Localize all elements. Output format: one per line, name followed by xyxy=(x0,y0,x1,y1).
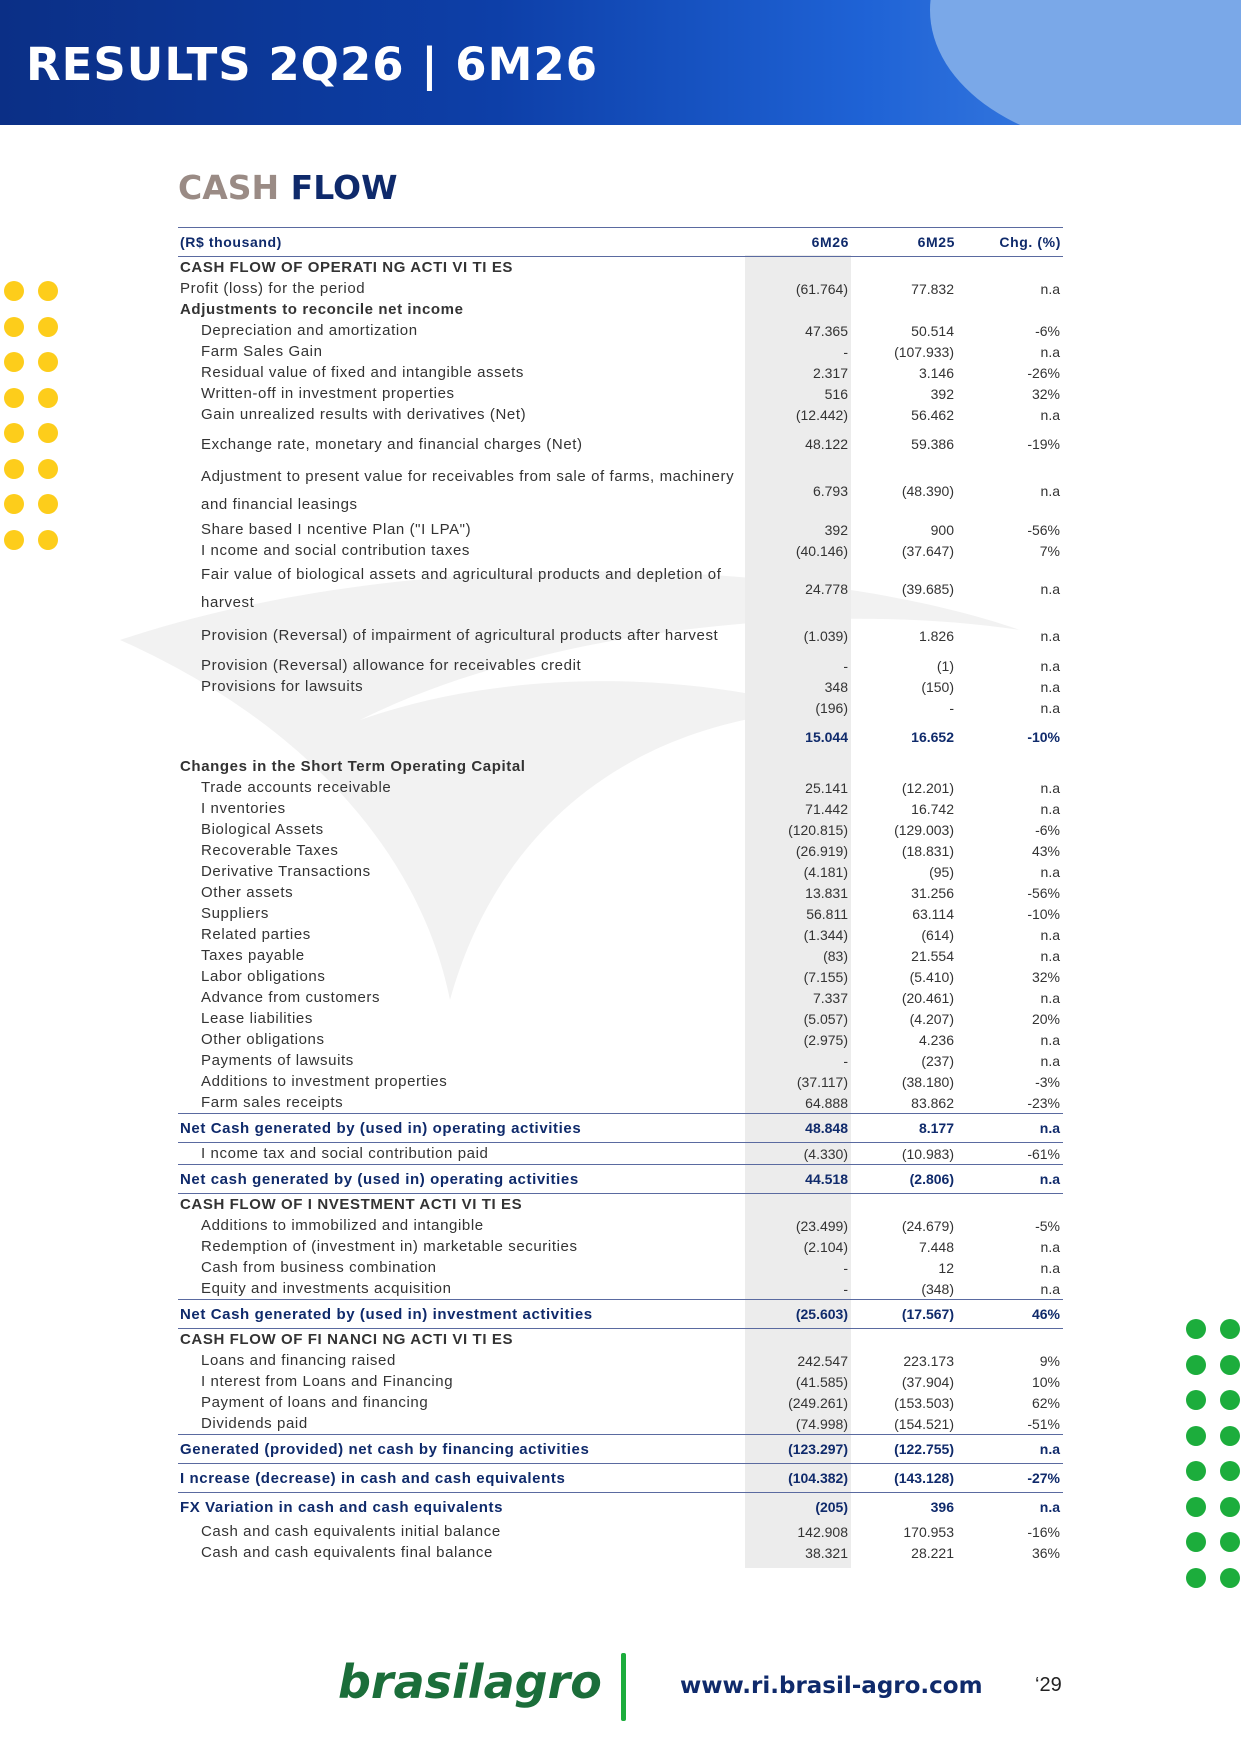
value-6m25: 392 xyxy=(930,385,954,402)
value-6m26: (26.919) xyxy=(795,842,848,859)
value-6m25: (38.180) xyxy=(901,1073,954,1090)
row-label: Residual value of fixed and intangible assets xyxy=(201,364,525,381)
row-label: Dividends paid xyxy=(201,1415,308,1432)
value-6m26: 13.831 xyxy=(805,884,848,901)
row-label: Cash and cash equivalents final balance xyxy=(201,1544,493,1561)
value-6m26: (205) xyxy=(815,1499,848,1515)
table-row xyxy=(178,1143,1063,1165)
value-6m25: 16.742 xyxy=(911,800,954,817)
row-label: Loans and financing raised xyxy=(201,1352,396,1369)
value-change: n.a xyxy=(1040,343,1060,360)
value-6m26: 7.337 xyxy=(812,989,848,1006)
value-6m26: - xyxy=(843,657,848,674)
value-6m25: 3.146 xyxy=(918,364,954,381)
value-change: -61% xyxy=(1027,1145,1060,1162)
value-change: n.a xyxy=(1040,1052,1060,1069)
value-6m26: (1.039) xyxy=(803,628,848,644)
value-6m25: (348) xyxy=(921,1280,954,1297)
value-6m26: 24.778 xyxy=(805,581,848,597)
table-row xyxy=(178,1435,1063,1464)
row-label: Fair value of biological assets and agricultural products and depletion of harvest xyxy=(201,566,722,611)
footer-url[interactable]: www.ri.brasil-agro.com xyxy=(680,1673,983,1699)
value-change: 62% xyxy=(1031,1394,1060,1411)
table-row xyxy=(178,756,1063,777)
value-6m25: 83.862 xyxy=(911,1094,954,1111)
value-6m26: (83) xyxy=(823,947,848,964)
value-6m25 xyxy=(851,1194,957,1216)
value-6m26: 516 xyxy=(824,385,848,402)
value-6m26: (25.603) xyxy=(745,1300,851,1329)
value-6m25: 170.953 xyxy=(903,1523,954,1540)
value-6m25: (107.933) xyxy=(894,343,954,360)
value-6m25: (129.003) xyxy=(894,821,954,838)
table-row xyxy=(178,341,1063,362)
table-row xyxy=(178,777,1063,798)
row-label: Cash and cash equivalents initial balance xyxy=(201,1523,501,1540)
value-change: n.a xyxy=(1040,1031,1060,1048)
table-row xyxy=(178,718,1063,756)
table-row xyxy=(178,1464,1063,1493)
table-row xyxy=(178,362,1063,383)
value-change: n.a xyxy=(1040,863,1060,880)
table-row xyxy=(178,1542,1063,1563)
value-6m25: (1) xyxy=(936,657,954,674)
value-6m26: (40.146) xyxy=(795,542,848,559)
value-6m25: (20.461) xyxy=(901,989,954,1006)
value-6m25: 31.256 xyxy=(911,884,954,901)
row-label: Additions to immobilized and intangible xyxy=(201,1217,484,1234)
green-dots-decoration xyxy=(1186,1319,1240,1588)
row-label: Payment of loans and financing xyxy=(201,1394,429,1411)
value-6m26 xyxy=(745,1329,851,1351)
value-change xyxy=(957,257,1063,279)
row-label: Additions to investment properties xyxy=(201,1073,448,1090)
row-label: Adjustments to reconcile net income xyxy=(180,301,464,318)
row-label: Advance from customers xyxy=(201,989,381,1006)
value-change: n.a xyxy=(1040,1238,1060,1255)
value-6m26: 71.442 xyxy=(805,800,848,817)
column-header-6m25: 6M25 xyxy=(851,228,957,257)
column-header-change: Chg. (%) xyxy=(957,228,1063,257)
value-6m25: (2.806) xyxy=(851,1165,957,1194)
section-title-part1: CASH xyxy=(178,168,280,207)
value-change: n.a xyxy=(1040,989,1060,1006)
value-change: 32% xyxy=(1031,968,1060,985)
row-label: Provision (Reversal) of impairment of agricultural products after harvest xyxy=(201,627,719,644)
table-row xyxy=(178,1236,1063,1257)
value-6m25: (24.679) xyxy=(901,1217,954,1234)
row-label: Provision (Reversal) allowance for receivables credit xyxy=(201,657,582,674)
value-6m25: (37.904) xyxy=(901,1373,954,1390)
footer-separator xyxy=(621,1653,626,1721)
value-6m25: (17.567) xyxy=(851,1300,957,1329)
row-label: Trade accounts receivable xyxy=(201,779,392,796)
value-6m26: 142.908 xyxy=(797,1523,848,1540)
value-change: -23% xyxy=(1027,1094,1060,1111)
value-6m26: 25.141 xyxy=(805,779,848,796)
value-change xyxy=(957,756,1063,777)
value-change: -5% xyxy=(1035,1217,1060,1234)
table-row xyxy=(178,655,1063,676)
value-change: -3% xyxy=(1035,1073,1060,1090)
value-change xyxy=(957,1194,1063,1216)
value-change: n.a xyxy=(957,1435,1063,1464)
row-label: I nventories xyxy=(201,800,286,817)
value-6m25 xyxy=(851,1329,957,1351)
table-row xyxy=(178,1493,1063,1522)
value-change: -16% xyxy=(1027,1523,1060,1540)
value-change: 20% xyxy=(1031,1010,1060,1027)
value-6m25: (10.983) xyxy=(901,1145,954,1162)
table-row xyxy=(178,404,1063,425)
table-row xyxy=(178,697,1063,718)
value-change: -51% xyxy=(1027,1415,1060,1432)
row-label: Net cash generated by (used in) operating activities xyxy=(178,1165,745,1194)
value-change: n.a xyxy=(1040,1259,1060,1276)
value-6m25: (154.521) xyxy=(894,1415,954,1432)
table-row xyxy=(178,1300,1063,1329)
row-label: Labor obligations xyxy=(201,968,326,985)
table-row xyxy=(178,945,1063,966)
value-change: n.a xyxy=(1039,1499,1060,1515)
value-change: 9% xyxy=(1039,1352,1060,1369)
row-label xyxy=(178,718,745,756)
row-label: Adjustment to present value for receivables from sale of farms, machinery and financial leasings xyxy=(201,468,735,513)
value-6m25: (37.647) xyxy=(901,542,954,559)
header-banner xyxy=(0,0,1241,125)
value-change: -6% xyxy=(1035,821,1060,838)
row-label: Farm Sales Gain xyxy=(201,343,323,360)
value-6m25: 63.114 xyxy=(912,905,954,922)
value-6m25: (95) xyxy=(929,863,954,880)
value-6m25: 56.462 xyxy=(911,406,954,423)
value-change: n.a xyxy=(1040,628,1060,644)
value-6m26: 64.888 xyxy=(805,1094,848,1111)
table-row xyxy=(178,425,1063,463)
table-row xyxy=(178,1350,1063,1371)
row-label: FX Variation in cash and cash equivalents xyxy=(180,1498,504,1516)
table-row xyxy=(178,1194,1063,1216)
row-label: Biological Assets xyxy=(201,821,324,838)
value-6m25: 50.514 xyxy=(911,322,954,339)
value-6m26: - xyxy=(843,1259,848,1276)
table-row xyxy=(178,882,1063,903)
value-6m26: 44.518 xyxy=(745,1165,851,1194)
row-label: CASH FLOW OF FI NANCI NG ACTI VI TI ES xyxy=(180,1331,514,1348)
row-label: Derivative Transactions xyxy=(201,863,371,880)
banner-curve-decoration xyxy=(930,0,1241,125)
value-6m26 xyxy=(745,1194,851,1216)
value-6m26: (1.344) xyxy=(803,926,848,943)
value-change: -19% xyxy=(1027,436,1060,452)
table-row xyxy=(178,1071,1063,1092)
value-change: 10% xyxy=(1031,1373,1060,1390)
value-change: n.a xyxy=(1040,406,1060,423)
table-row xyxy=(178,617,1063,655)
value-6m26: 38.321 xyxy=(805,1544,848,1561)
row-label: Generated (provided) net cash by financing activities xyxy=(178,1435,745,1464)
row-label: Written-off in investment properties xyxy=(201,385,455,402)
value-change: n.a xyxy=(1040,800,1060,817)
table-row xyxy=(178,861,1063,882)
value-change: n.a xyxy=(1040,280,1060,297)
row-label: Provisions for lawsuits xyxy=(201,678,364,695)
column-header-6m26: 6M26 xyxy=(745,228,851,257)
value-6m25: 12 xyxy=(938,1259,954,1276)
value-6m25: (12.201) xyxy=(901,779,954,796)
table-row xyxy=(178,1392,1063,1413)
row-label: Cash from business combination xyxy=(201,1259,437,1276)
table-row xyxy=(178,1050,1063,1071)
value-6m25: (153.503) xyxy=(894,1394,954,1411)
table-row xyxy=(178,1215,1063,1236)
value-6m25: 7.448 xyxy=(918,1238,954,1255)
table-row xyxy=(178,1008,1063,1029)
row-label: Recoverable Taxes xyxy=(201,842,339,859)
value-change: -56% xyxy=(1027,521,1060,538)
value-6m26: 56.811 xyxy=(806,905,848,922)
row-label: CASH FLOW OF I NVESTMENT ACTI VI TI ES xyxy=(180,1196,523,1213)
value-change: n.a xyxy=(1040,657,1060,674)
table-row xyxy=(178,924,1063,945)
value-6m26 xyxy=(745,257,851,279)
table-row xyxy=(178,1092,1063,1114)
value-6m25: (150) xyxy=(921,678,954,695)
value-6m26: (4.330) xyxy=(803,1145,848,1162)
value-6m25: (122.755) xyxy=(851,1435,957,1464)
value-change: n.a xyxy=(1040,926,1060,943)
value-6m25: (4.207) xyxy=(909,1010,954,1027)
table-row xyxy=(178,257,1063,279)
value-change: n.a xyxy=(957,1165,1063,1194)
value-6m26: (7.155) xyxy=(803,968,848,985)
value-change xyxy=(957,1329,1063,1351)
value-6m26: (4.181) xyxy=(803,863,848,880)
value-change xyxy=(957,299,1063,320)
value-change: 32% xyxy=(1031,385,1060,402)
value-6m26: 348 xyxy=(824,678,848,695)
table-row xyxy=(178,903,1063,924)
value-6m26: 15.044 xyxy=(805,729,848,745)
value-6m25: 21.554 xyxy=(911,947,954,964)
table-row xyxy=(178,1371,1063,1392)
value-6m26: 48.848 xyxy=(745,1114,851,1143)
value-change: n.a xyxy=(957,1114,1063,1143)
value-6m26: (123.297) xyxy=(745,1435,851,1464)
table-row xyxy=(178,1114,1063,1143)
value-6m25: (39.685) xyxy=(901,581,954,597)
row-label: Farm sales receipts xyxy=(201,1094,344,1111)
value-6m25: 59.386 xyxy=(911,436,954,452)
row-label: Other obligations xyxy=(201,1031,325,1048)
table-row xyxy=(178,519,1063,540)
value-6m26: 2.317 xyxy=(812,364,848,381)
value-change: 7% xyxy=(1039,542,1060,559)
value-change: 36% xyxy=(1031,1544,1060,1561)
value-6m26: - xyxy=(843,343,848,360)
table-row xyxy=(178,676,1063,697)
value-change: n.a xyxy=(1040,779,1060,796)
row-label: Other assets xyxy=(201,884,294,901)
value-6m26: (5.057) xyxy=(803,1010,848,1027)
section-title-part2: FLOW xyxy=(290,168,398,207)
value-6m25: - xyxy=(949,699,954,716)
table-row xyxy=(178,819,1063,840)
value-6m26: (249.261) xyxy=(788,1394,848,1411)
row-label: Suppliers xyxy=(201,905,269,922)
cash-flow-table xyxy=(178,227,1063,1563)
value-6m26: 392 xyxy=(824,521,848,538)
value-6m26: (61.764) xyxy=(795,280,848,297)
value-6m26: (2.104) xyxy=(803,1238,848,1255)
row-label: I ncrease (decrease) in cash and cash equivalents xyxy=(178,1464,745,1493)
value-6m25: (237) xyxy=(921,1052,954,1069)
table-row xyxy=(178,299,1063,320)
value-change: n.a xyxy=(1040,678,1060,695)
table-row xyxy=(178,840,1063,861)
table-row xyxy=(178,383,1063,404)
row-label: Taxes payable xyxy=(201,947,305,964)
value-change: 43% xyxy=(1031,842,1060,859)
cash-flow-table-body xyxy=(178,257,1063,1564)
value-6m26: (120.815) xyxy=(788,821,848,838)
value-6m26 xyxy=(745,299,851,320)
row-label: Profit (loss) for the period xyxy=(180,280,366,297)
table-row xyxy=(178,1029,1063,1050)
table-row xyxy=(178,540,1063,561)
row-label: Share based I ncentive Plan ("I LPA") xyxy=(201,521,472,538)
table-row xyxy=(178,278,1063,299)
value-6m25 xyxy=(851,299,957,320)
value-6m26: (74.998) xyxy=(795,1415,848,1432)
value-6m25 xyxy=(851,257,957,279)
value-6m25: 8.177 xyxy=(851,1114,957,1143)
value-change: n.a xyxy=(1040,947,1060,964)
value-change: n.a xyxy=(1040,581,1060,597)
row-label: Depreciation and amortization xyxy=(201,322,418,339)
value-6m26 xyxy=(745,756,851,777)
value-6m26: 6.793 xyxy=(812,483,848,499)
row-label: Payments of lawsuits xyxy=(201,1052,354,1069)
row-label: Lease liabilities xyxy=(201,1010,313,1027)
value-change: -56% xyxy=(1027,884,1060,901)
value-6m25: 4.236 xyxy=(918,1031,954,1048)
value-6m26: (196) xyxy=(815,699,848,716)
column-header-label: (R$ thousand) xyxy=(178,228,745,257)
value-6m26: - xyxy=(843,1052,848,1069)
table-row xyxy=(178,1257,1063,1278)
value-6m25: (18.831) xyxy=(901,842,954,859)
row-label: I ncome and social contribution taxes xyxy=(201,542,471,559)
row-label: Changes in the Short Term Operating Capital xyxy=(180,758,526,775)
value-6m25: 28.221 xyxy=(911,1544,954,1561)
table-row xyxy=(178,463,1063,519)
row-label: Net Cash generated by (used in) investment activities xyxy=(178,1300,745,1329)
value-6m26: (37.117) xyxy=(796,1073,848,1090)
table-row xyxy=(178,1329,1063,1351)
value-6m26: 47.365 xyxy=(805,322,848,339)
report-title: RESULTS 2Q26 | 6M26 xyxy=(26,38,599,91)
section-title xyxy=(178,168,398,207)
value-6m25: (5.410) xyxy=(909,968,954,985)
page-number: ‘29 xyxy=(1035,1674,1062,1696)
row-label xyxy=(178,697,745,718)
brasilagro-logo: brasilagro xyxy=(338,1655,602,1709)
value-6m25: 16.652 xyxy=(911,729,954,745)
row-label: I ncome tax and social contribution paid xyxy=(201,1145,489,1162)
table-row xyxy=(178,1521,1063,1542)
value-6m25: 77.832 xyxy=(911,280,954,297)
table-row xyxy=(178,1413,1063,1435)
row-label: I nterest from Loans and Financing xyxy=(201,1373,454,1390)
row-label: CASH FLOW OF OPERATI NG ACTI VI TI ES xyxy=(180,259,514,276)
value-6m25 xyxy=(851,756,957,777)
value-6m26: - xyxy=(843,1280,848,1297)
table-row xyxy=(178,966,1063,987)
table-row xyxy=(178,987,1063,1008)
value-6m25: 1.826 xyxy=(918,628,954,644)
value-change: -27% xyxy=(957,1464,1063,1493)
value-6m26: (23.499) xyxy=(795,1217,848,1234)
table-row xyxy=(178,561,1063,617)
table-header-row xyxy=(178,228,1063,257)
value-change: n.a xyxy=(1040,1280,1060,1297)
value-6m25: 223.173 xyxy=(903,1352,954,1369)
row-label: Equity and investments acquisition xyxy=(201,1280,452,1297)
table-row xyxy=(178,1278,1063,1300)
row-label: Exchange rate, monetary and financial charges (Net) xyxy=(201,435,583,453)
yellow-dots-decoration xyxy=(4,281,58,550)
value-change: -10% xyxy=(1027,729,1060,745)
value-6m26: (41.585) xyxy=(795,1373,848,1390)
value-6m26: 48.122 xyxy=(805,436,848,452)
value-change: n.a xyxy=(1040,699,1060,716)
value-6m26: (2.975) xyxy=(803,1031,848,1048)
row-label: Net Cash generated by (used in) operating activities xyxy=(178,1114,745,1143)
table-row xyxy=(178,798,1063,819)
row-label: Gain unrealized results with derivatives (Net) xyxy=(201,406,527,423)
value-6m26: (12.442) xyxy=(795,406,848,423)
value-6m25: 396 xyxy=(930,1499,954,1515)
row-label: Redemption of (investment in) marketable securities xyxy=(201,1238,578,1255)
value-6m25: (143.128) xyxy=(851,1464,957,1493)
table-row xyxy=(178,1165,1063,1194)
value-change: -6% xyxy=(1035,322,1060,339)
value-change: 46% xyxy=(957,1300,1063,1329)
value-6m25: (614) xyxy=(921,926,954,943)
table-row xyxy=(178,320,1063,341)
value-6m25: 900 xyxy=(930,521,954,538)
value-6m25: (48.390) xyxy=(901,483,954,499)
value-change: -10% xyxy=(1027,905,1060,922)
value-change: -26% xyxy=(1027,364,1060,381)
value-change: n.a xyxy=(1040,483,1060,499)
value-6m26: (104.382) xyxy=(745,1464,851,1493)
row-label: Related parties xyxy=(201,926,311,943)
value-6m26: 242.547 xyxy=(797,1352,848,1369)
